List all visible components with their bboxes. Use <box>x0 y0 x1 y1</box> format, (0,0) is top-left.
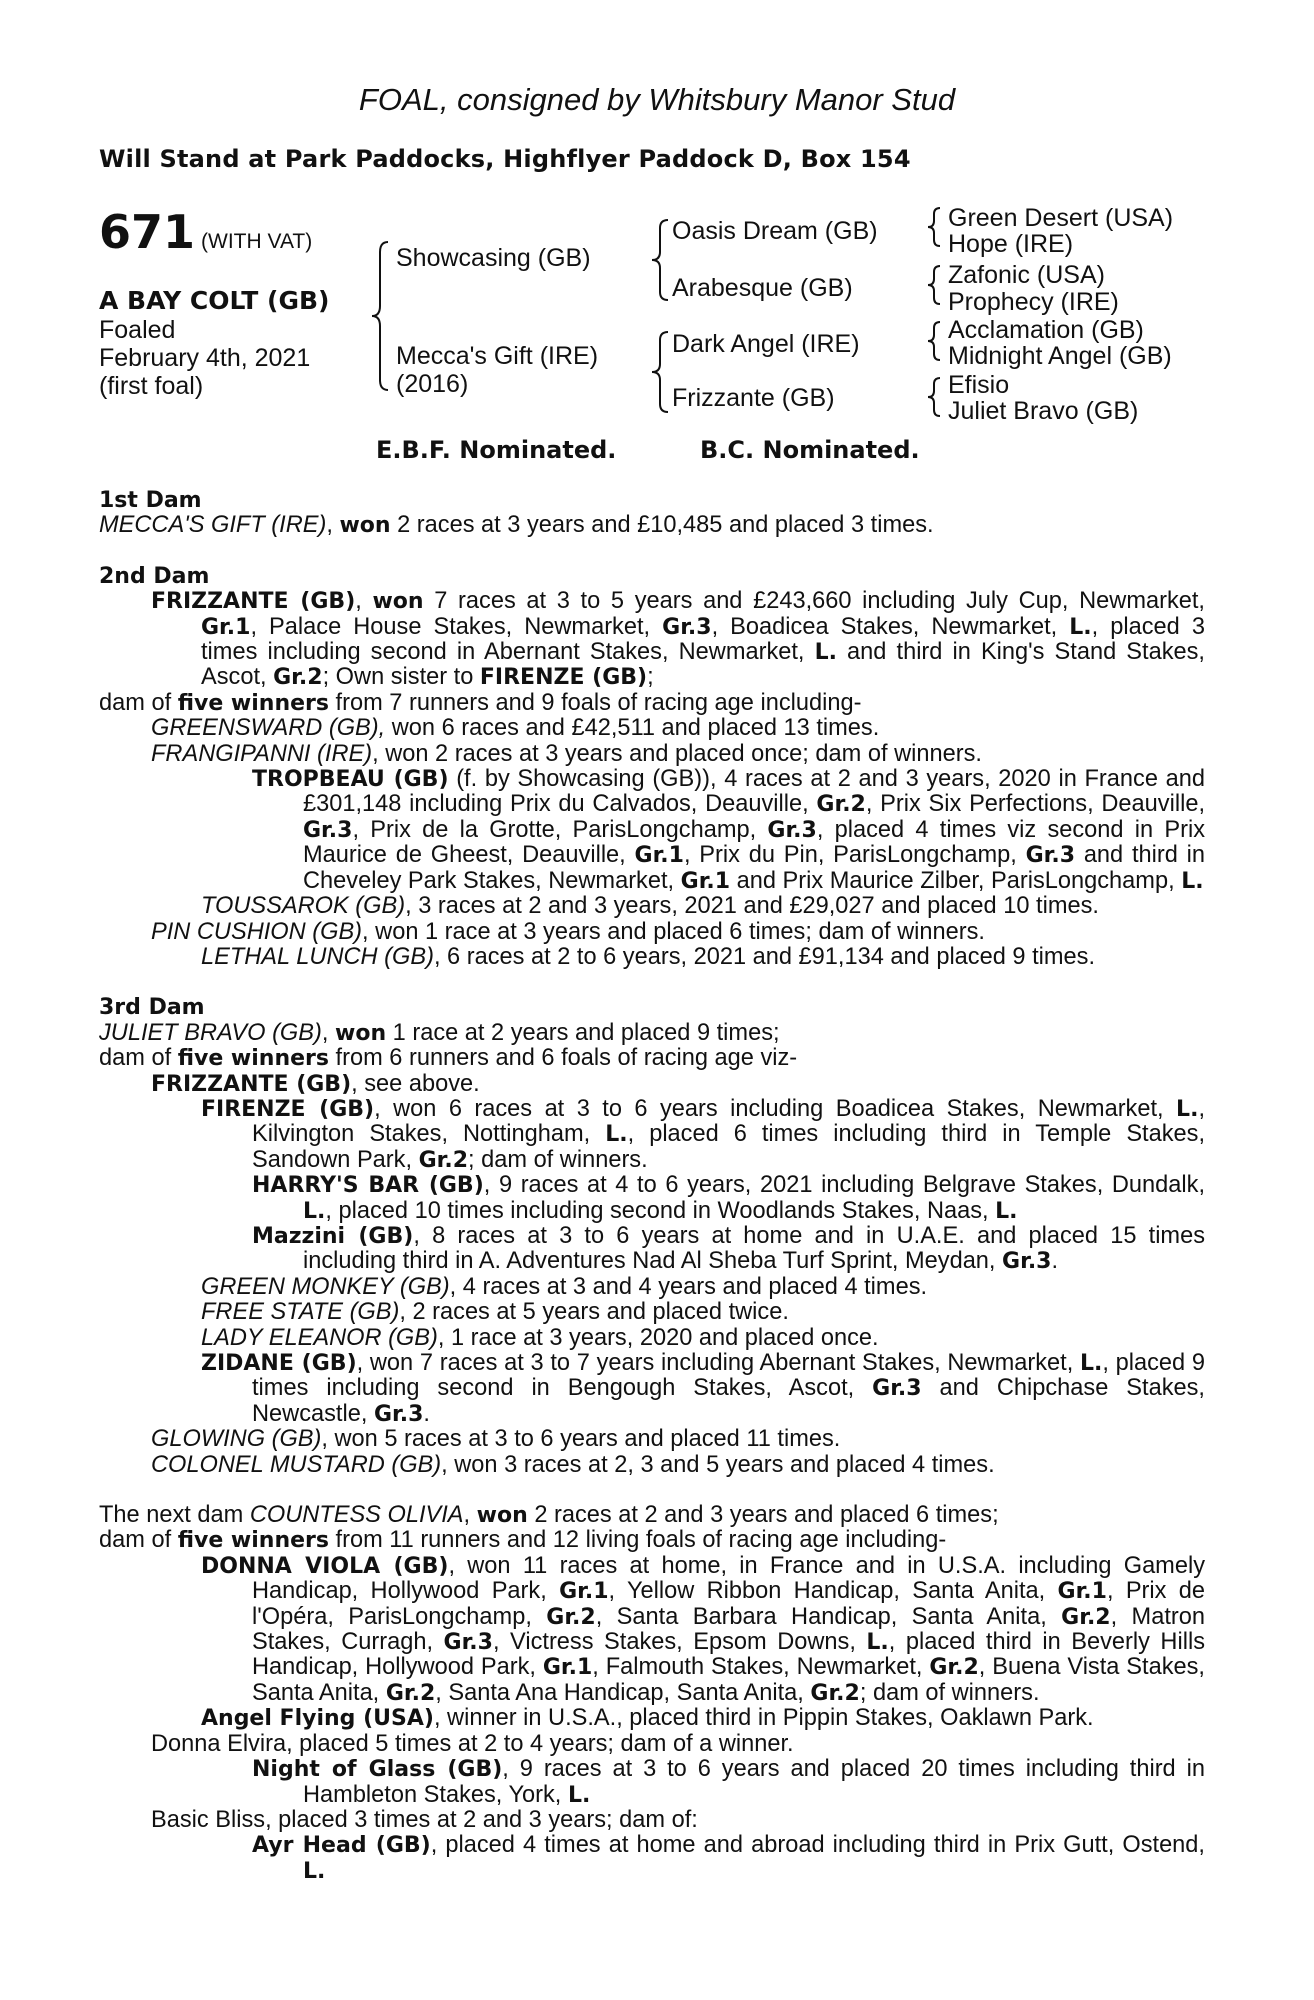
progeny-entry: FREE STATE (GB), 2 races at 5 years and placed twice. <box>201 1299 789 1326</box>
progeny-entry: HARRY'S BAR (GB), 9 races at 4 to 6 years, 2021 including Belgrave Stakes, Dundalk, L., placed 10 times including second in Woodlands Stakes, Naas, L. <box>252 1172 1206 1224</box>
dam-entry: FRIZZANTE (GB), won 7 races at 3 to 5 years and £243,660 including July Cup, Newmarket, Gr.1, Palace House Stakes, Newmarket, Gr.3, Boadicea Stakes, Newmarket, L., placed 3 times including second in Abernant Stakes, Newmarket, L. and third in King's Stand Stakes, Ascot, Gr.2; Own sister to FIRENZE (GB); <box>151 588 1205 691</box>
progeny-entry: FRANGIPANNI (IRE), won 2 races at 3 years and placed once; dam of winners. <box>151 740 982 767</box>
progeny-entry: GLOWING (GB), won 5 races at 3 to 6 years and placed 11 times. <box>151 1426 841 1453</box>
pedigree-bracket-ds <box>924 320 944 362</box>
progeny-entry: DONNA VIOLA (GB), won 11 races at home, in France and in U.S.A. including Gamely Handicap, Hollywood Park, Gr.1, Yellow Ribbon Handicap, Santa Anita, Gr.1, Prix de l'Opéra, ParisLongchamp, Gr.2, Santa Barbara Handicap, Santa Anita, Gr.2, Matron Stakes, Curragh, Gr.3, Victress Stakes, Epsom Downs, L., placed third in Beverly Hills Handicap, Hollywood Park, Gr.1, Falmouth Stakes, Newmarket, Gr.2, Buena Vista Stakes, Santa Anita, Gr.2, Santa Ana Handicap, Santa Anita, Gr.2; dam of winners. <box>201 1552 1205 1706</box>
progeny-entry: GREEN MONKEY (GB), 4 races at 3 and 4 years and placed 4 times. <box>201 1273 928 1300</box>
progeny-entry: LETHAL LUNCH (GB), 6 races at 2 to 6 years, 2021 and £91,134 and placed 9 times. <box>201 943 1096 970</box>
progeny-entry: Mazzini (GB), 8 races at 3 to 6 years at home and in U.A.E. and placed 15 times including third in A. Adventures Nad Al Sheba Turf Sprint, Meydan, Gr.3. <box>252 1222 1206 1275</box>
produce-record <box>99 488 1205 1884</box>
colt-description: A BAY COLT (GB) <box>99 286 330 315</box>
progeny-entry: Angel Flying (USA), winner in U.S.A., placed third in Pippin Stakes, Oaklawn Park. <box>201 1705 1094 1732</box>
pedigree-bracket-dd <box>924 376 944 418</box>
pedigree-dsd: Midnight Angel (GB) <box>948 342 1172 370</box>
pedigree-bracket-main <box>368 240 392 392</box>
progeny-entry: Donna Elvira, placed 5 times at 2 to 4 years; dam of a winner. <box>151 1730 794 1757</box>
progeny-entry: COLONEL MUSTARD (GB), won 3 races at 2, 3 and 5 years and placed 4 times. <box>151 1451 995 1478</box>
foaled-date: February 4th, 2021 <box>99 344 311 372</box>
pedigree-bracket-dam <box>648 330 672 414</box>
section-heading: 3rd Dam <box>99 995 205 1021</box>
pedigree-dam: Mecca's Gift (IRE) <box>396 342 599 370</box>
progeny-entry: LADY ELEANOR (GB), 1 race at 3 years, 2020 and placed once. <box>201 1324 879 1351</box>
progeny-entry: FIRENZE (GB), won 6 races at 3 to 6 years including Boadicea Stakes, Newmarket, L., Kilvington Stakes, Nottingham, L., placed 6 times including third in Temple Stakes, Sandown Park, Gr.2; dam of winners. <box>201 1095 1206 1173</box>
dam-entry: JULIET BRAVO (GB), won 1 race at 2 years and placed 9 times; <box>99 1019 780 1046</box>
lot-number-block <box>99 205 312 259</box>
progeny-entry: ZIDANE (GB), won 7 races at 3 to 7 years including Abernant Stakes, Newmarket, L., placed 9 times including second in Bengough Stakes, Ascot, Gr.3 and Chipchase Stakes, Newcastle, Gr.3. <box>201 1350 1205 1427</box>
stand-location: Will Stand at Park Paddocks, Highflyer Paddock D, Box 154 <box>99 145 911 173</box>
pedigree-dds: Efisio <box>948 371 1010 399</box>
progeny-entry: Basic Bliss, placed 3 times at 2 and 3 years; dam of: <box>151 1806 698 1833</box>
progeny-entry: Night of Glass (GB), 9 races at 3 to 6 years and placed 20 times including third in Hambleton Stakes, York, L. <box>252 1756 1205 1808</box>
ebf-nominated: E.B.F. Nominated. <box>376 436 617 464</box>
pedigree-bracket-sire <box>648 218 672 302</box>
pedigree-ddd: Juliet Bravo (GB) <box>948 397 1139 425</box>
first-dam-line: MECCA'S GIFT (IRE), won 2 races at 3 years and £10,485 and placed 3 times. <box>99 512 934 539</box>
pedigree-sire-dam: Arabesque (GB) <box>672 274 853 302</box>
dam-of-line: dam of five winners from 11 runners and 12 living foals of racing age including- <box>99 1527 947 1554</box>
pedigree-sdd: Prophecy (IRE) <box>948 288 1119 316</box>
pedigree-dam-dam: Frizzante (GB) <box>672 384 835 412</box>
consignment-title: FOAL, consigned by Whitsbury Manor Stud <box>358 82 956 117</box>
pedigree-bracket-sd <box>924 264 944 306</box>
section-heading: 1st Dam <box>99 488 202 513</box>
progeny-entry: Ayr Head (GB), placed 4 times at home and abroad including third in Prix Gutt, Ostend, L. <box>252 1832 1205 1884</box>
pedigree-bracket-ss <box>924 206 944 248</box>
pedigree-sire-sire: Oasis Dream (GB) <box>672 217 878 245</box>
bc-nominated: B.C. Nominated. <box>700 436 920 464</box>
progeny-entry: TOUSSAROK (GB), 3 races at 2 and 3 years, 2021 and £29,027 and placed 10 times. <box>201 893 1099 920</box>
progeny-entry: FRIZZANTE (GB), see above. <box>151 1070 480 1097</box>
progeny-entry: TROPBEAU (GB) (f. by Showcasing (GB)), 4 races at 2 and 3 years, 2020 in France and £301,148 including Prix du Calvados, Deauville, Gr.2, Prix Six Perfections, Deauville, Gr.3, Prix de la Grotte, ParisLongchamp, Gr.3, placed 4 times viz second in Prix Maurice de Gheest, Deauville, Gr.1, Prix du Pin, ParisLongchamp, Gr.3 and third in Cheveley Park Stakes, Newmarket, Gr.1 and Prix Maurice Zilber, ParisLongchamp, L. <box>252 766 1206 894</box>
pedigree-sds: Zafonic (USA) <box>948 261 1105 289</box>
pedigree-sire: Showcasing (GB) <box>396 244 591 272</box>
pedigree-dss: Acclamation (GB) <box>948 316 1144 344</box>
dam-of-line: dam of five winners from 7 runners and 9 foals of racing age including- <box>99 689 862 716</box>
lot-number: 671 <box>99 205 196 259</box>
pedigree-dam-year: (2016) <box>396 370 469 398</box>
foaled-label: Foaled <box>99 316 176 344</box>
vat-note: (WITH VAT) <box>201 230 313 253</box>
section-heading: 2nd Dam <box>99 563 210 589</box>
pedigree-sss: Green Desert (USA) <box>948 204 1174 232</box>
progeny-entry: PIN CUSHION (GB), won 1 race at 3 years and placed 6 times; dam of winners. <box>151 918 985 945</box>
next-dam-line: The next dam COUNTESS OLIVIA, won 2 races at 2 and 3 years and placed 6 times; <box>99 1502 999 1529</box>
pedigree-ssd: Hope (IRE) <box>948 230 1074 258</box>
dam-of-line: dam of five winners from 6 runners and 6 foals of racing age viz- <box>99 1045 798 1072</box>
progeny-entry: GREENSWARD (GB), won 6 races and £42,511 and placed 13 times. <box>151 715 880 742</box>
first-foal-note: (first foal) <box>99 372 204 400</box>
pedigree-dam-sire: Dark Angel (IRE) <box>672 330 860 358</box>
